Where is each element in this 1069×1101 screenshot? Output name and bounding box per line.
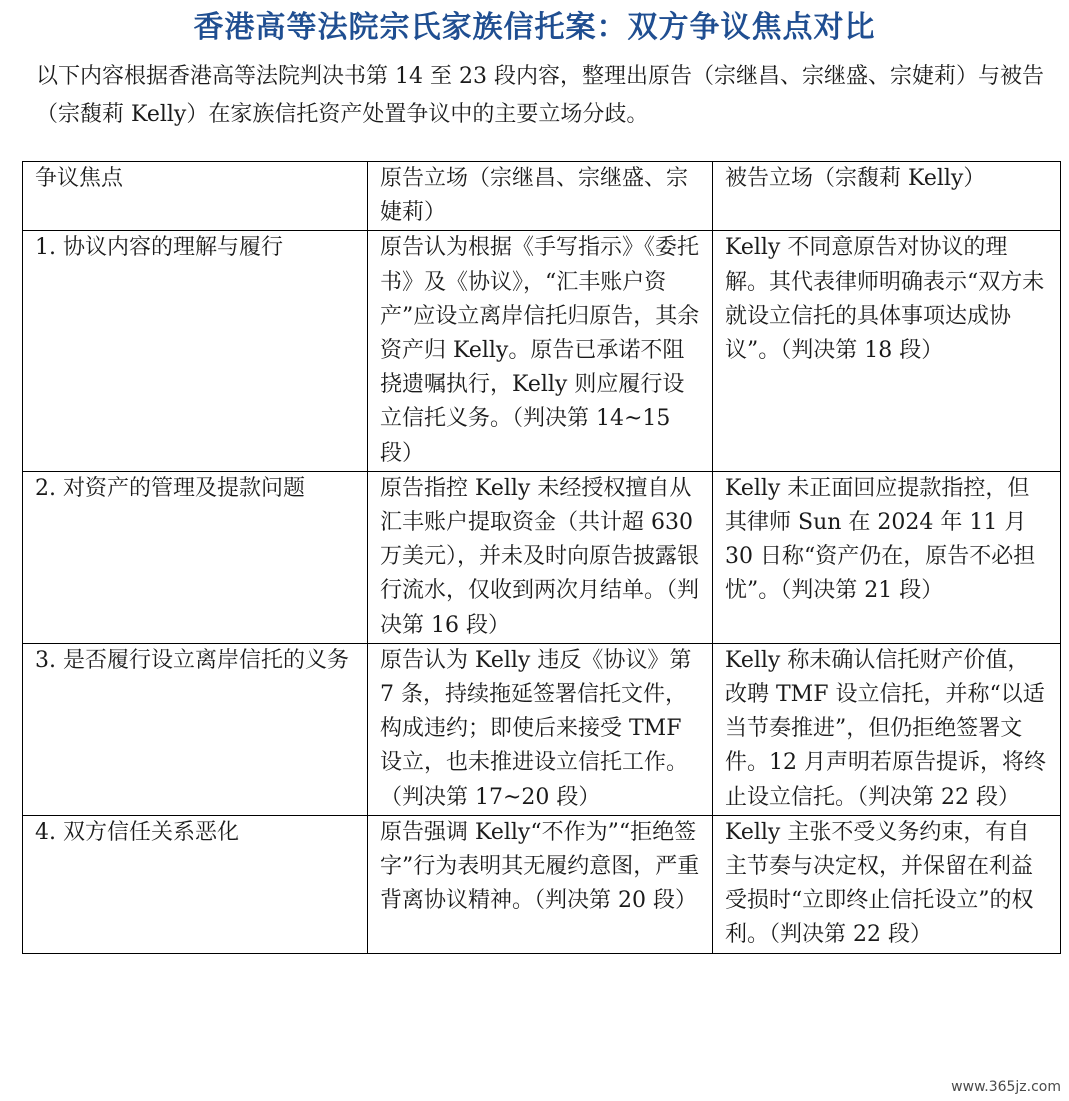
site-watermark: www.365jz.com bbox=[951, 1079, 1061, 1095]
intro-paragraph: 以下内容根据香港高等法院判决书第 14 至 23 段内容，整理出原告（宗继昌、宗继盛、宗婕莉）与被告（宗馥莉 Kelly）在家族信托资产处置争议中的主要立场分歧。 bbox=[36, 64, 1044, 127]
plaintiff-cell: 原告认为 Kelly 违反《协议》第 7 条，持续拖延签署信托文件，构成违约；即使后来接受 TMF 设立，也未推进设立信托工作。（判决第 17~20 段） bbox=[368, 643, 713, 815]
issue-cell: 1. 协议内容的理解与履行 bbox=[23, 231, 368, 471]
defendant-cell: Kelly 称未确认信托财产价值，改聘 TMF 设立信托，并称“以适当节奏推进”，但仍拒绝签署文件。12 月声明若原告提诉，将终止设立信托。（判决第 22 段） bbox=[713, 643, 1061, 815]
defendant-cell: Kelly 未正面回应提款指控，但其律师 Sun 在 2024 年 11 月 30 日称“资产仍在，原告不必担忧”。（判决第 21 段） bbox=[713, 471, 1061, 643]
table-row bbox=[23, 815, 1061, 953]
page-title: 香港高等法院宗氏家族信托案：双方争议焦点对比 bbox=[193, 10, 876, 45]
comparison-table bbox=[22, 161, 1061, 954]
header-defendant: 被告立场（宗馥莉 Kelly） bbox=[713, 162, 1061, 231]
issue-cell: 3. 是否履行设立离岸信托的义务 bbox=[23, 643, 368, 815]
table-row bbox=[23, 471, 1061, 643]
plaintiff-cell: 原告认为根据《手写指示》《委托书》及《协议》，“汇丰账户资产”应设立离岸信托归原告，其余资产归 Kelly。原告已承诺不阻挠遗嘱执行，Kelly 则应履行设立信托义务。（判决第 14~15 段） bbox=[368, 231, 713, 471]
table-header-row bbox=[23, 162, 1061, 231]
plaintiff-cell: 原告强调 Kelly“不作为”“拒绝签字”行为表明其无履约意图，严重背离协议精神。（判决第 20 段） bbox=[368, 815, 713, 953]
defendant-cell: Kelly 不同意原告对协议的理解。其代表律师明确表示“双方未就设立信托的具体事项达成协议”。（判决第 18 段） bbox=[713, 231, 1061, 471]
header-plaintiff: 原告立场（宗继昌、宗继盛、宗婕莉） bbox=[368, 162, 713, 231]
issue-cell: 4. 双方信任关系恶化 bbox=[23, 815, 368, 953]
defendant-cell: Kelly 主张不受义务约束，有自主节奏与决定权，并保留在利益受损时“立即终止信托设立”的权利。（判决第 22 段） bbox=[713, 815, 1061, 953]
plaintiff-cell: 原告指控 Kelly 未经授权擅自从汇丰账户提取资金（共计超 630 万美元），并未及时向原告披露银行流水，仅收到两次月结单。（判决第 16 段） bbox=[368, 471, 713, 643]
table-row bbox=[23, 231, 1061, 471]
table-row bbox=[23, 643, 1061, 815]
issue-cell: 2. 对资产的管理及提款问题 bbox=[23, 471, 368, 643]
header-issue: 争议焦点 bbox=[23, 162, 368, 231]
